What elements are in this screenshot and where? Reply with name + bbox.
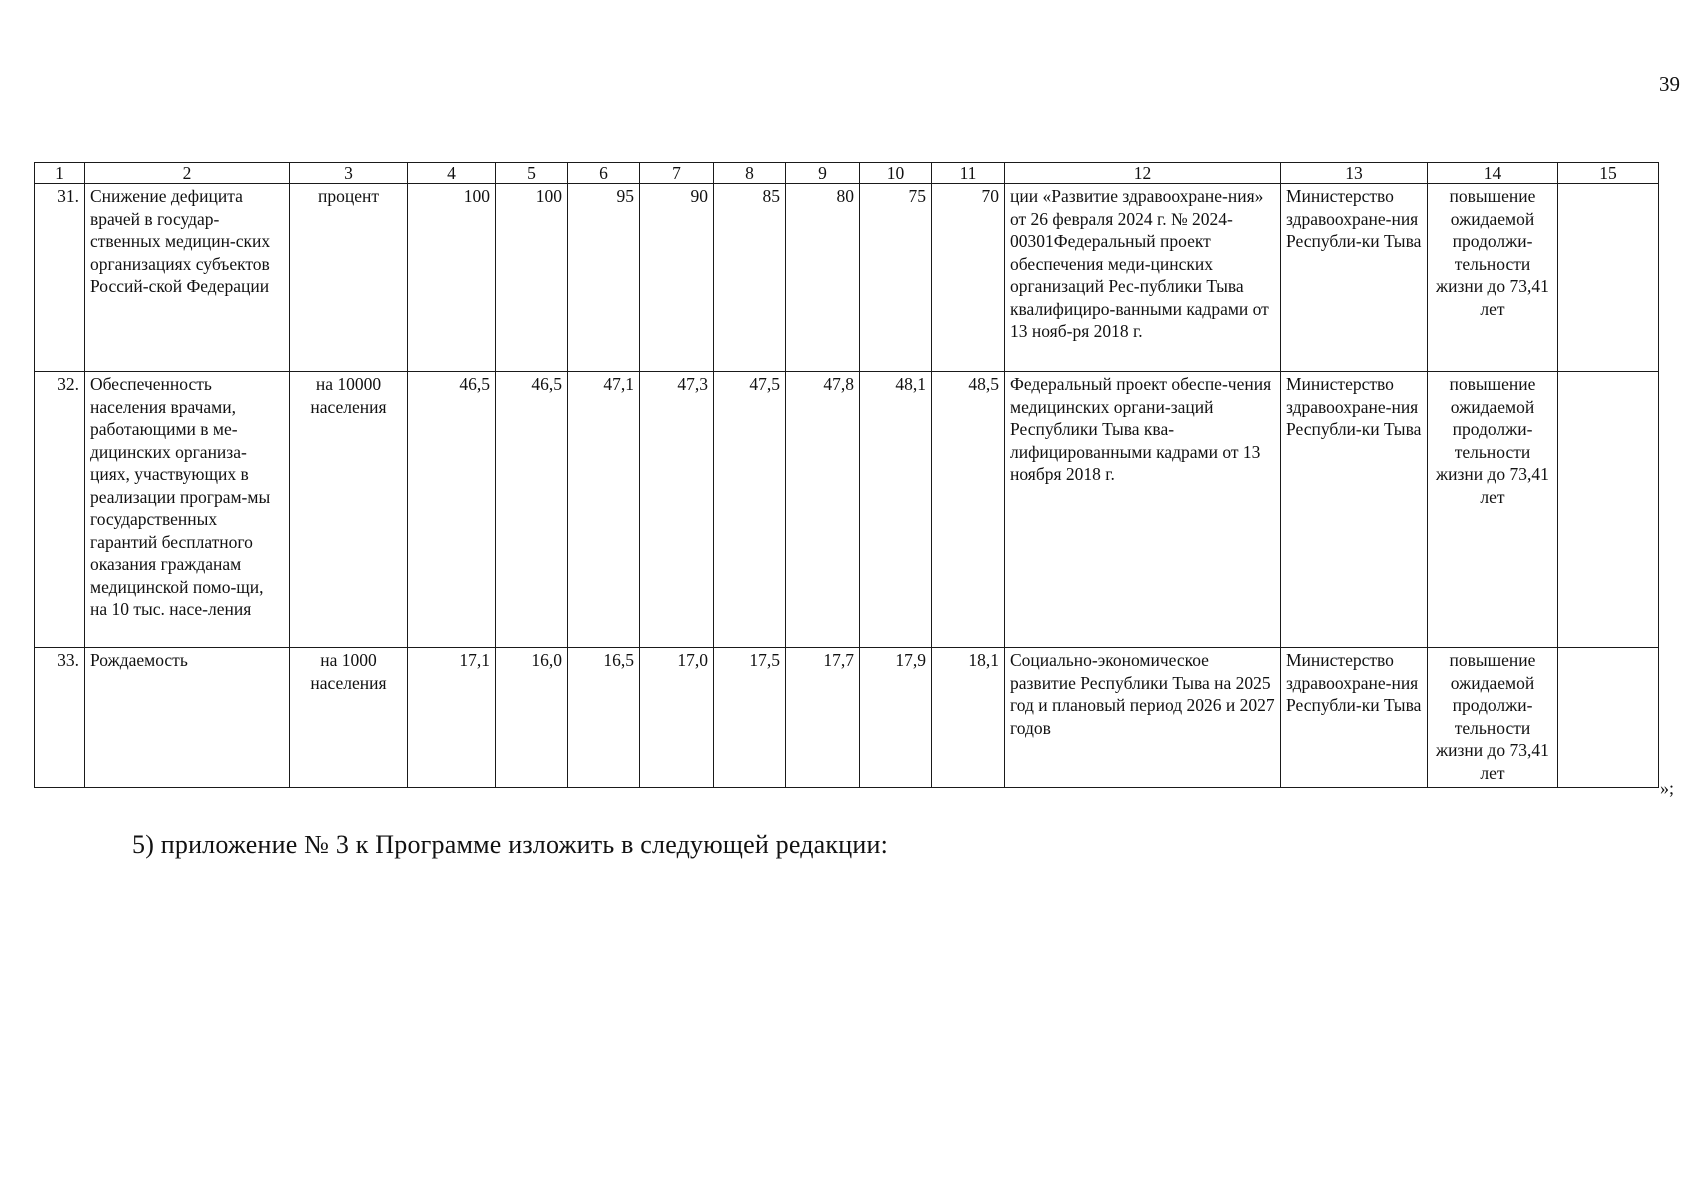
- column-header: 9: [786, 163, 860, 184]
- indicator-name: Обеспеченность населения врачами, работающими в ме-дицинских организа-циях, участвующих в реализации програм-мы государственных гарантий бесплатного оказания гражданам медицинской помо-щи, на 10 тыс. насе-ления: [85, 372, 290, 648]
- value-cell: 18,1: [932, 648, 1005, 788]
- responsible-body: Министерство здравоохране-ния Республи-ки Тыва: [1281, 184, 1428, 372]
- value-cell: 47,1: [568, 372, 640, 648]
- page-number: 39: [1659, 72, 1680, 96]
- table-row: [35, 372, 1659, 648]
- value-cell: 47,3: [640, 372, 714, 648]
- column-header: 8: [714, 163, 786, 184]
- column-header: 1: [35, 163, 85, 184]
- table-row: [35, 184, 1659, 372]
- value-cell: 48,5: [932, 372, 1005, 648]
- value-cell: 100: [496, 184, 568, 372]
- value-cell: 75: [860, 184, 932, 372]
- table-row: [35, 648, 1659, 788]
- value-cell: 17,7: [786, 648, 860, 788]
- expected-outcome: повышение ожидаемой продолжи-тельности жизни до 73,41 лет: [1428, 648, 1558, 788]
- column-header: 11: [932, 163, 1005, 184]
- value-cell: 85: [714, 184, 786, 372]
- unit-cell: процент: [290, 184, 408, 372]
- value-cell: 17,0: [640, 648, 714, 788]
- column-header: 14: [1428, 163, 1558, 184]
- column-header: 10: [860, 163, 932, 184]
- column-number-row: [35, 163, 1659, 184]
- unit-cell: на 1000 населения: [290, 648, 408, 788]
- value-cell: 47,5: [714, 372, 786, 648]
- responsible-body: Министерство здравоохране-ния Республи-ки Тыва: [1281, 648, 1428, 788]
- note-cell: [1558, 184, 1659, 372]
- amendment-paragraph: 5) приложение № 3 к Программе изложить в следующей редакции:: [132, 830, 888, 859]
- column-header: 13: [1281, 163, 1428, 184]
- indicator-name: Снижение дефицита врачей в государ-ственных медицин-ских организациях субъектов Россий-ской Федерации: [85, 184, 290, 372]
- basis-document: Федеральный проект обеспе-чения медицинских органи-заций Республики Тыва ква-лифицированными кадрами от 13 ноября 2018 г.: [1005, 372, 1281, 648]
- column-header: 7: [640, 163, 714, 184]
- value-cell: 100: [408, 184, 496, 372]
- unit-cell: на 10000 населения: [290, 372, 408, 648]
- expected-outcome: повышение ожидаемой продолжи-тельности жизни до 73,41 лет: [1428, 372, 1558, 648]
- row-number: 31.: [35, 184, 85, 372]
- column-header: 4: [408, 163, 496, 184]
- responsible-body: Министерство здравоохране-ния Республи-ки Тыва: [1281, 372, 1428, 648]
- value-cell: 47,8: [786, 372, 860, 648]
- column-header: 3: [290, 163, 408, 184]
- value-cell: 48,1: [860, 372, 932, 648]
- value-cell: 70: [932, 184, 1005, 372]
- column-header: 15: [1558, 163, 1659, 184]
- expected-outcome: повышение ожидаемой продолжи-тельности жизни до 73,41 лет: [1428, 184, 1558, 372]
- column-header: 6: [568, 163, 640, 184]
- column-header: 12: [1005, 163, 1281, 184]
- indicators-table: [34, 162, 1659, 788]
- value-cell: 16,0: [496, 648, 568, 788]
- row-number: 33.: [35, 648, 85, 788]
- closing-quote-mark: »;: [1660, 778, 1675, 798]
- value-cell: 17,5: [714, 648, 786, 788]
- column-header: 5: [496, 163, 568, 184]
- value-cell: 80: [786, 184, 860, 372]
- basis-document: Социально-экономическое развитие Республики Тыва на 2025 год и плановый период 2026 и 2027 годов: [1005, 648, 1281, 788]
- value-cell: 46,5: [408, 372, 496, 648]
- value-cell: 46,5: [496, 372, 568, 648]
- note-cell: [1558, 648, 1659, 788]
- value-cell: 17,9: [860, 648, 932, 788]
- note-cell: [1558, 372, 1659, 648]
- column-header: 2: [85, 163, 290, 184]
- value-cell: 95: [568, 184, 640, 372]
- value-cell: 90: [640, 184, 714, 372]
- value-cell: 16,5: [568, 648, 640, 788]
- basis-document: ции «Развитие здравоохране-ния» от 26 февраля 2024 г. № 2024-00301Федеральный проект обеспечения меди-цинских организаций Рес-публики Тыва квалифициро-ванными кадрами от 13 нояб-ря 2018 г.: [1005, 184, 1281, 372]
- row-number: 32.: [35, 372, 85, 648]
- indicator-name: Рождаемость: [85, 648, 290, 788]
- value-cell: 17,1: [408, 648, 496, 788]
